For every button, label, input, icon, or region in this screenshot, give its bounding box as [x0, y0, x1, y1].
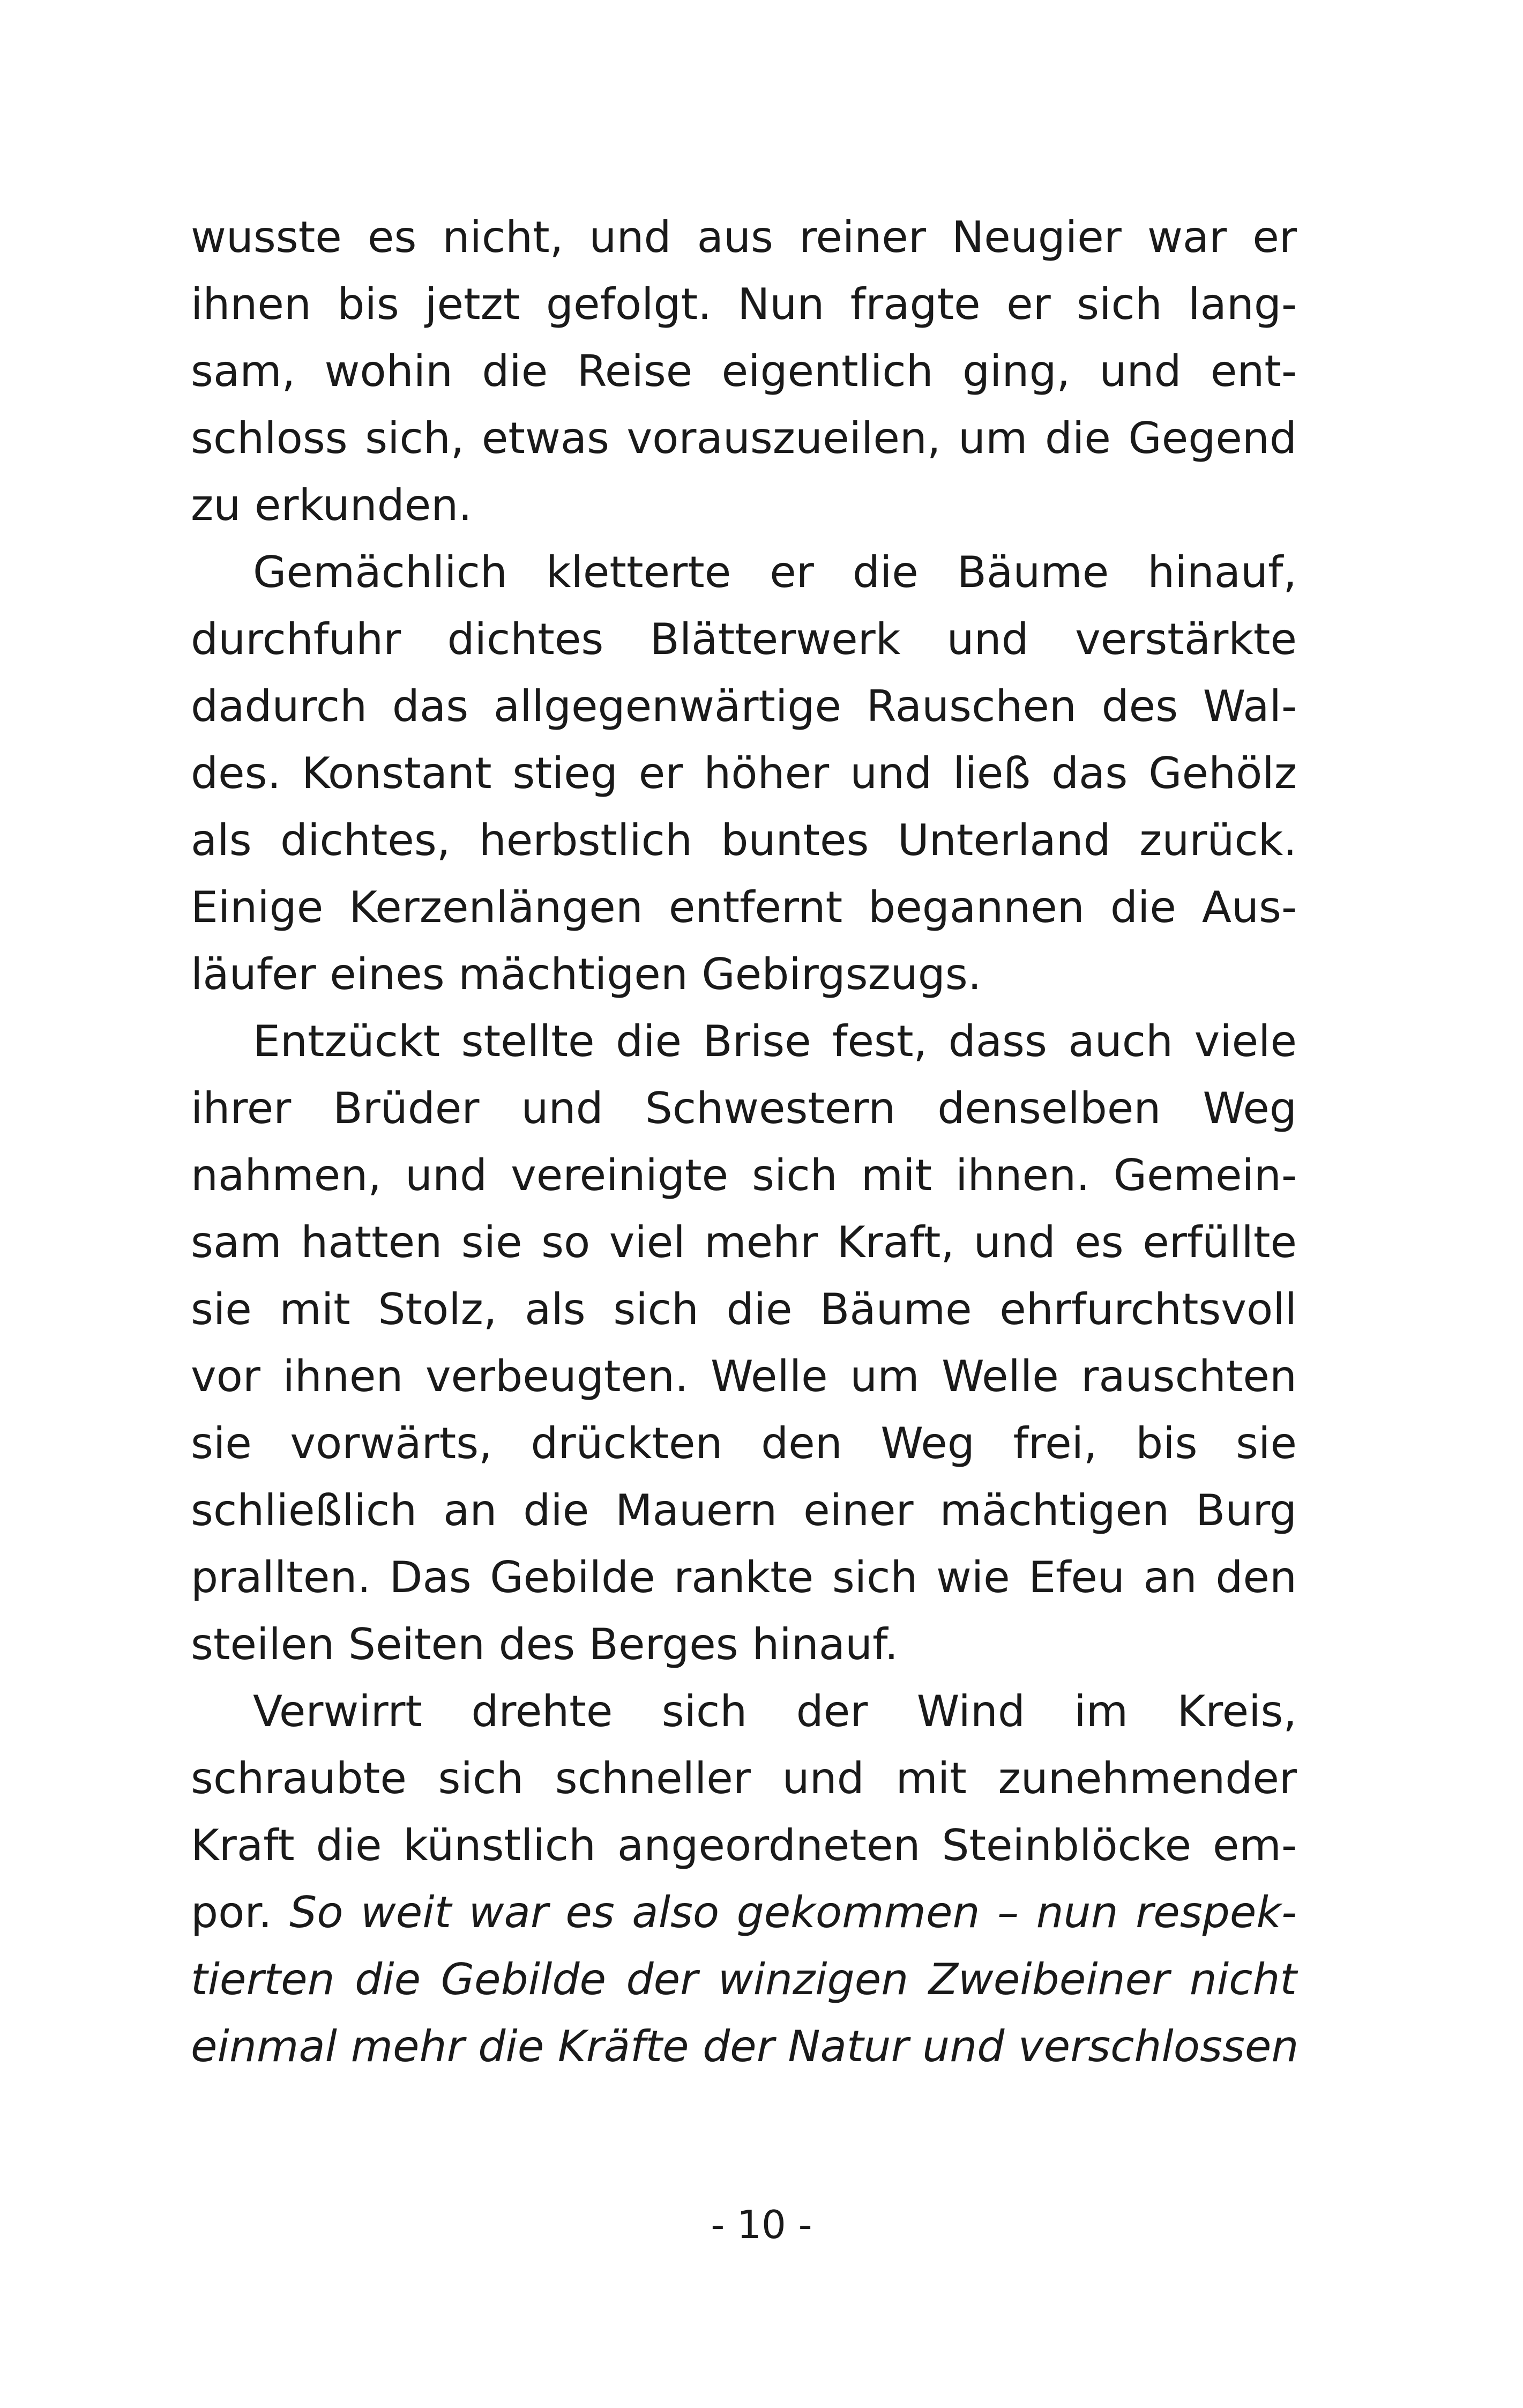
- text-line: des. Konstant stieg er höher und ließ das Gehölz: [191, 748, 1297, 798]
- text-line: schließlich an die Mauern einer mächtigen Burg: [191, 1485, 1297, 1535]
- text-line: dadurch das allgegenwärtige Rauschen des Wal-: [191, 681, 1297, 731]
- text-line: als dichtes, herbstlich buntes Unterland zurück.: [191, 815, 1297, 865]
- text-line: Gemächlich kletterte er die Bäume hinauf,: [253, 547, 1297, 597]
- text-line-italic: tierten die Gebilde der winzigen Zweibeiner nicht: [191, 1954, 1297, 2004]
- text-line: zu erkunden.: [191, 480, 472, 530]
- text-italic: So weit war es also gekommen – nun respek-: [289, 1887, 1297, 1937]
- text-line: nahmen, und vereinigte sich mit ihnen. Gemein-: [191, 1150, 1297, 1200]
- text-line: läufer eines mächtigen Gebirgszugs.: [191, 949, 982, 999]
- paragraph-1: [191, 204, 1297, 539]
- text-line: Entzückt stellte die Brise fest, dass auch viele: [253, 1016, 1297, 1066]
- text-line: prallten. Das Gebilde rankte sich wie Efeu an den: [191, 1552, 1297, 1602]
- text-line: ihrer Brüder und Schwestern denselben Weg: [191, 1083, 1297, 1133]
- paragraph-2: [191, 539, 1297, 1008]
- text-line: schraubte sich schneller und mit zunehmender: [191, 1753, 1297, 1803]
- paragraph-3: [191, 1008, 1297, 1678]
- text-line: Kraft die künstlich angeordneten Steinblöcke em-: [191, 1820, 1297, 1870]
- text-line: sie mit Stolz, als sich die Bäume ehrfurchtsvoll: [191, 1284, 1297, 1334]
- text-line: sie vorwärts, drückten den Weg frei, bis sie: [191, 1418, 1297, 1468]
- text-line-italic: einmal mehr die Kräfte der Natur und verschlossen: [191, 2021, 1299, 2071]
- body-text: [191, 204, 1297, 2080]
- text-regular: por.: [191, 1887, 290, 1937]
- text-line: wusste es nicht, und aus reiner Neugier war er: [191, 212, 1297, 262]
- text-line: steilen Seiten des Berges hinauf.: [191, 1619, 899, 1669]
- text-line: Einige Kerzenlängen entfernt begannen die Aus-: [191, 882, 1297, 932]
- text-line: Verwirrt drehte sich der Wind im Kreis,: [253, 1686, 1297, 1736]
- text-line: sam, wohin die Reise eigentlich ging, und ent-: [191, 346, 1297, 396]
- text-line-mixed: [191, 1879, 1297, 1946]
- paragraph-4: [191, 1678, 1297, 2080]
- page-number: - 10 -: [711, 2202, 812, 2247]
- text-line: vor ihnen verbeugten. Welle um Welle rauschten: [191, 1351, 1297, 1401]
- text-line: ihnen bis jetzt gefolgt. Nun fragte er sich lang-: [191, 279, 1297, 329]
- text-line: sam hatten sie so viel mehr Kraft, und es erfüllte: [191, 1217, 1297, 1267]
- text-line: schloss sich, etwas vorauszueilen, um die Gegend: [191, 413, 1297, 463]
- text-line: durchfuhr dichtes Blätterwerk und verstärkte: [191, 614, 1297, 664]
